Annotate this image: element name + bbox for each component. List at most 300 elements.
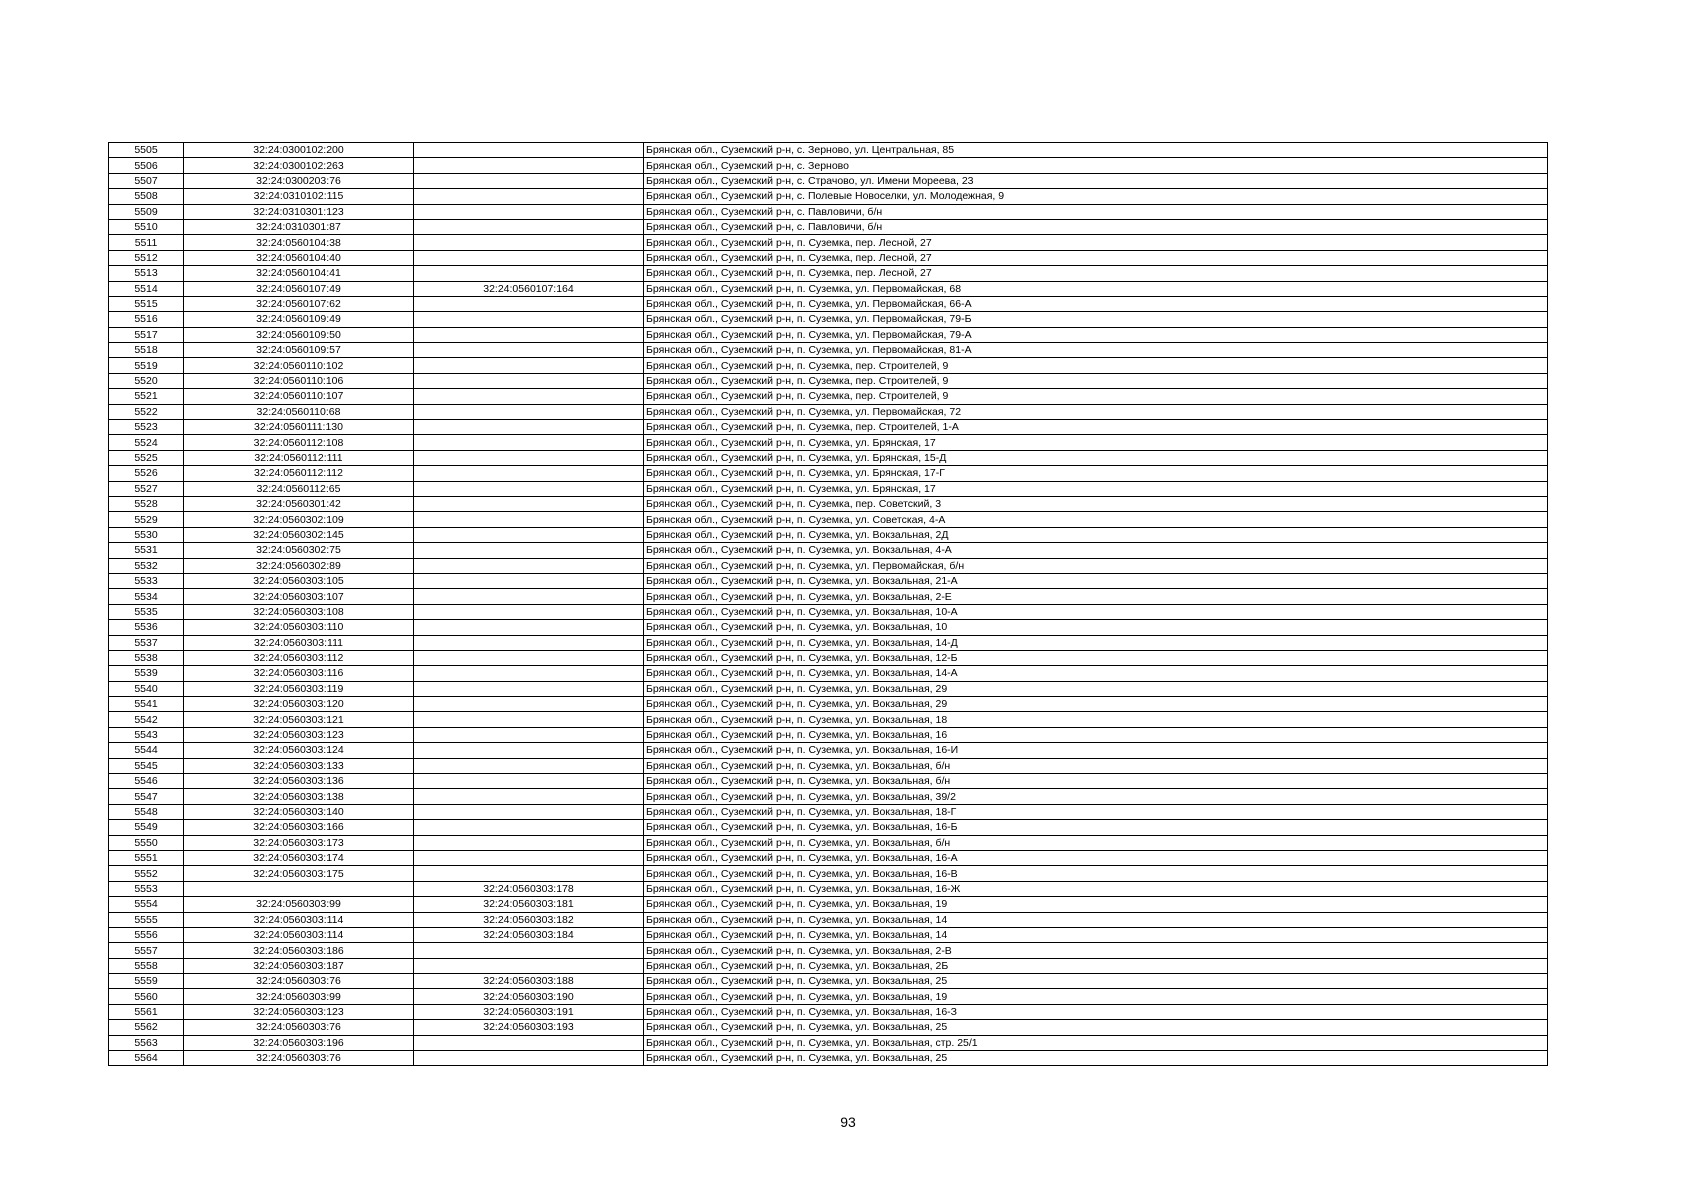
table-row xyxy=(109,466,1548,481)
related-cadastral-number-cell xyxy=(414,327,644,342)
table-row xyxy=(109,620,1548,635)
address-cell: Брянская обл., Суземский р-н, п. Суземка, ул. Вокзальная, 16-В xyxy=(644,866,1548,881)
row-number-cell: 5541 xyxy=(109,697,184,712)
address-cell: Брянская обл., Суземский р-н, п. Суземка, ул. Вокзальная, 16-А xyxy=(644,850,1548,865)
table-row xyxy=(109,204,1548,219)
related-cadastral-number-cell xyxy=(414,204,644,219)
related-cadastral-number-cell xyxy=(414,727,644,742)
table-row xyxy=(109,558,1548,573)
table-row xyxy=(109,1051,1548,1066)
table-row xyxy=(109,989,1548,1004)
address-cell: Брянская обл., Суземский р-н, п. Суземка, ул. Вокзальная, 39/2 xyxy=(644,789,1548,804)
cadastral-number-cell: 32:24:0310301:87 xyxy=(184,219,414,234)
cadastral-number-cell: 32:24:0560303:107 xyxy=(184,589,414,604)
row-number-cell: 5536 xyxy=(109,620,184,635)
cadastral-number-cell: 32:24:0560303:123 xyxy=(184,727,414,742)
address-cell: Брянская обл., Суземский р-н, п. Суземка, ул. Первомайская, б/н xyxy=(644,558,1548,573)
cadastral-number-cell: 32:24:0560303:123 xyxy=(184,1004,414,1019)
cadastral-number-cell xyxy=(184,881,414,896)
row-number-cell: 5557 xyxy=(109,943,184,958)
related-cadastral-number-cell xyxy=(414,158,644,173)
address-cell: Брянская обл., Суземский р-н, п. Суземка, ул. Вокзальная, 4-А xyxy=(644,543,1548,558)
table-row xyxy=(109,912,1548,927)
address-cell: Брянская обл., Суземский р-н, п. Суземка, ул. Первомайская, 81-А xyxy=(644,343,1548,358)
address-cell: Брянская обл., Суземский р-н, п. Суземка, пер. Лесной, 27 xyxy=(644,266,1548,281)
cadastral-number-cell: 32:24:0560303:136 xyxy=(184,774,414,789)
table-row xyxy=(109,281,1548,296)
address-cell: Брянская обл., Суземский р-н, с. Полевые Новоселки, ул. Молодежная, 9 xyxy=(644,189,1548,204)
cadastral-number-cell: 32:24:0560303:166 xyxy=(184,820,414,835)
cadastral-number-cell: 32:24:0560104:40 xyxy=(184,250,414,265)
cadastral-number-cell: 32:24:0560112:65 xyxy=(184,481,414,496)
cadastral-number-cell: 32:24:0560302:89 xyxy=(184,558,414,573)
table-row xyxy=(109,343,1548,358)
cadastral-number-cell: 32:24:0560110:68 xyxy=(184,404,414,419)
address-cell: Брянская обл., Суземский р-н, п. Суземка, ул. Вокзальная, 14 xyxy=(644,927,1548,942)
table-row xyxy=(109,820,1548,835)
row-number-cell: 5516 xyxy=(109,312,184,327)
related-cadastral-number-cell xyxy=(414,743,644,758)
cadastral-number-cell: 32:24:0560110:102 xyxy=(184,358,414,373)
table-row xyxy=(109,143,1548,158)
related-cadastral-number-cell xyxy=(414,943,644,958)
cadastral-number-cell: 32:24:0560301:42 xyxy=(184,496,414,511)
related-cadastral-number-cell xyxy=(414,666,644,681)
table-row xyxy=(109,958,1548,973)
related-cadastral-number-cell: 32:24:0560303:181 xyxy=(414,897,644,912)
table-row xyxy=(109,974,1548,989)
address-cell: Брянская обл., Суземский р-н, п. Суземка, ул. Вокзальная, 16-Б xyxy=(644,820,1548,835)
row-number-cell: 5507 xyxy=(109,173,184,188)
address-cell: Брянская обл., Суземский р-н, п. Суземка, ул. Вокзальная, 25 xyxy=(644,1051,1548,1066)
address-cell: Брянская обл., Суземский р-н, п. Суземка, ул. Первомайская, 66-А xyxy=(644,296,1548,311)
address-cell: Брянская обл., Суземский р-н, п. Суземка, ул. Вокзальная, 18-Г xyxy=(644,804,1548,819)
cadastral-number-cell: 32:24:0560303:173 xyxy=(184,835,414,850)
address-cell: Брянская обл., Суземский р-н, п. Суземка, ул. Вокзальная, 14-А xyxy=(644,666,1548,681)
cadastral-number-cell: 32:24:0560303:76 xyxy=(184,1051,414,1066)
row-number-cell: 5509 xyxy=(109,204,184,219)
table-row xyxy=(109,1004,1548,1019)
cadastral-number-cell: 32:24:0560303:76 xyxy=(184,1020,414,1035)
cadastral-number-cell: 32:24:0560303:116 xyxy=(184,666,414,681)
cadastral-number-cell: 32:24:0300102:200 xyxy=(184,143,414,158)
related-cadastral-number-cell xyxy=(414,404,644,419)
row-number-cell: 5505 xyxy=(109,143,184,158)
row-number-cell: 5538 xyxy=(109,650,184,665)
row-number-cell: 5517 xyxy=(109,327,184,342)
address-cell: Брянская обл., Суземский р-н, п. Суземка, ул. Вокзальная, 29 xyxy=(644,697,1548,712)
row-number-cell: 5527 xyxy=(109,481,184,496)
related-cadastral-number-cell xyxy=(414,373,644,388)
address-cell: Брянская обл., Суземский р-н, п. Суземка, ул. Вокзальная, б/н xyxy=(644,758,1548,773)
cadastral-number-cell: 32:24:0560107:62 xyxy=(184,296,414,311)
cadastral-number-cell: 32:24:0560303:133 xyxy=(184,758,414,773)
cadastral-number-cell: 32:24:0560302:109 xyxy=(184,512,414,527)
related-cadastral-number-cell xyxy=(414,235,644,250)
address-cell: Брянская обл., Суземский р-н, п. Суземка, ул. Вокзальная, 16 xyxy=(644,727,1548,742)
row-number-cell: 5537 xyxy=(109,635,184,650)
table-row xyxy=(109,420,1548,435)
registry-table xyxy=(108,142,1548,1066)
table-row xyxy=(109,296,1548,311)
table-row xyxy=(109,219,1548,234)
table-row xyxy=(109,189,1548,204)
table-row xyxy=(109,712,1548,727)
related-cadastral-number-cell: 32:24:0560303:184 xyxy=(414,927,644,942)
row-number-cell: 5550 xyxy=(109,835,184,850)
related-cadastral-number-cell xyxy=(414,389,644,404)
address-cell: Брянская обл., Суземский р-н, п. Суземка, пер. Строителей, 9 xyxy=(644,373,1548,388)
related-cadastral-number-cell: 32:24:0560303:188 xyxy=(414,974,644,989)
address-cell: Брянская обл., Суземский р-н, п. Суземка, пер. Советский, 3 xyxy=(644,496,1548,511)
row-number-cell: 5522 xyxy=(109,404,184,419)
address-cell: Брянская обл., Суземский р-н, п. Суземка, ул. Брянская, 17 xyxy=(644,435,1548,450)
address-cell: Брянская обл., Суземский р-н, п. Суземка, ул. Вокзальная, 16-Ж xyxy=(644,881,1548,896)
table-row xyxy=(109,173,1548,188)
related-cadastral-number-cell: 32:24:0560303:193 xyxy=(414,1020,644,1035)
cadastral-number-cell: 32:24:0560109:49 xyxy=(184,312,414,327)
row-number-cell: 5540 xyxy=(109,681,184,696)
table-row xyxy=(109,804,1548,819)
cadastral-number-cell: 32:24:0560303:124 xyxy=(184,743,414,758)
related-cadastral-number-cell: 32:24:0560303:182 xyxy=(414,912,644,927)
table-row xyxy=(109,850,1548,865)
table-row xyxy=(109,481,1548,496)
table-row xyxy=(109,158,1548,173)
table-row xyxy=(109,897,1548,912)
table-row xyxy=(109,373,1548,388)
address-cell: Брянская обл., Суземский р-н, п. Суземка, ул. Вокзальная, 2Д xyxy=(644,527,1548,542)
row-number-cell: 5548 xyxy=(109,804,184,819)
table-row xyxy=(109,389,1548,404)
cadastral-number-cell: 32:24:0310102:115 xyxy=(184,189,414,204)
cadastral-number-cell: 32:24:0300102:263 xyxy=(184,158,414,173)
table-row xyxy=(109,235,1548,250)
cadastral-number-cell: 32:24:0560303:121 xyxy=(184,712,414,727)
table-row xyxy=(109,604,1548,619)
row-number-cell: 5526 xyxy=(109,466,184,481)
row-number-cell: 5510 xyxy=(109,219,184,234)
related-cadastral-number-cell xyxy=(414,466,644,481)
row-number-cell: 5511 xyxy=(109,235,184,250)
cadastral-number-cell: 32:24:0300203:76 xyxy=(184,173,414,188)
address-cell: Брянская обл., Суземский р-н, п. Суземка, ул. Первомайская, 68 xyxy=(644,281,1548,296)
related-cadastral-number-cell xyxy=(414,681,644,696)
table-row xyxy=(109,666,1548,681)
address-cell: Брянская обл., Суземский р-н, п. Суземка, ул. Вокзальная, 2Б xyxy=(644,958,1548,973)
table-row xyxy=(109,758,1548,773)
cadastral-number-cell: 32:24:0560303:108 xyxy=(184,604,414,619)
related-cadastral-number-cell xyxy=(414,512,644,527)
related-cadastral-number-cell xyxy=(414,558,644,573)
row-number-cell: 5518 xyxy=(109,343,184,358)
address-cell: Брянская обл., Суземский р-н, п. Суземка, ул. Советская, 4-А xyxy=(644,512,1548,527)
row-number-cell: 5521 xyxy=(109,389,184,404)
address-cell: Брянская обл., Суземский р-н, п. Суземка, ул. Вокзальная, 12-Б xyxy=(644,650,1548,665)
row-number-cell: 5564 xyxy=(109,1051,184,1066)
related-cadastral-number-cell: 32:24:0560303:190 xyxy=(414,989,644,1004)
related-cadastral-number-cell xyxy=(414,604,644,619)
cadastral-number-cell: 32:24:0560112:108 xyxy=(184,435,414,450)
row-number-cell: 5560 xyxy=(109,989,184,1004)
cadastral-number-cell: 32:24:0560303:99 xyxy=(184,897,414,912)
row-number-cell: 5546 xyxy=(109,774,184,789)
cadastral-number-cell: 32:24:0560303:112 xyxy=(184,650,414,665)
cadastral-number-cell: 32:24:0560112:111 xyxy=(184,450,414,465)
row-number-cell: 5506 xyxy=(109,158,184,173)
cadastral-number-cell: 32:24:0560303:138 xyxy=(184,789,414,804)
table-row xyxy=(109,496,1548,511)
cadastral-number-cell: 32:24:0560303:140 xyxy=(184,804,414,819)
row-number-cell: 5514 xyxy=(109,281,184,296)
table-row xyxy=(109,774,1548,789)
address-cell: Брянская обл., Суземский р-н, п. Суземка, ул. Вокзальная, стр. 25/1 xyxy=(644,1035,1548,1050)
cadastral-number-cell: 32:24:0560107:49 xyxy=(184,281,414,296)
related-cadastral-number-cell xyxy=(414,189,644,204)
row-number-cell: 5559 xyxy=(109,974,184,989)
row-number-cell: 5525 xyxy=(109,450,184,465)
cadastral-number-cell: 32:24:0560109:50 xyxy=(184,327,414,342)
address-cell: Брянская обл., Суземский р-н, п. Суземка, ул. Вокзальная, 2-Е xyxy=(644,589,1548,604)
cadastral-number-cell: 32:24:0560303:120 xyxy=(184,697,414,712)
row-number-cell: 5520 xyxy=(109,373,184,388)
address-cell: Брянская обл., Суземский р-н, с. Павловичи, б/н xyxy=(644,204,1548,219)
row-number-cell: 5556 xyxy=(109,927,184,942)
related-cadastral-number-cell xyxy=(414,358,644,373)
cadastral-number-cell: 32:24:0560111:130 xyxy=(184,420,414,435)
address-cell: Брянская обл., Суземский р-н, п. Суземка, ул. Вокзальная, 29 xyxy=(644,681,1548,696)
related-cadastral-number-cell xyxy=(414,650,644,665)
table-row xyxy=(109,450,1548,465)
address-cell: Брянская обл., Суземский р-н, п. Суземка, ул. Вокзальная, 21-А xyxy=(644,573,1548,588)
related-cadastral-number-cell xyxy=(414,250,644,265)
table-row xyxy=(109,835,1548,850)
address-cell: Брянская обл., Суземский р-н, п. Суземка, ул. Первомайская, 79-Б xyxy=(644,312,1548,327)
related-cadastral-number-cell xyxy=(414,1051,644,1066)
address-cell: Брянская обл., Суземский р-н, п. Суземка, ул. Вокзальная, б/н xyxy=(644,774,1548,789)
related-cadastral-number-cell xyxy=(414,789,644,804)
related-cadastral-number-cell xyxy=(414,635,644,650)
table-row xyxy=(109,881,1548,896)
related-cadastral-number-cell xyxy=(414,496,644,511)
address-cell: Брянская обл., Суземский р-н, п. Суземка, ул. Вокзальная, 2-В xyxy=(644,943,1548,958)
related-cadastral-number-cell xyxy=(414,958,644,973)
row-number-cell: 5545 xyxy=(109,758,184,773)
cadastral-number-cell: 32:24:0560303:186 xyxy=(184,943,414,958)
related-cadastral-number-cell xyxy=(414,543,644,558)
table-row xyxy=(109,943,1548,958)
cadastral-number-cell: 32:24:0560303:110 xyxy=(184,620,414,635)
related-cadastral-number-cell xyxy=(414,850,644,865)
address-cell: Брянская обл., Суземский р-н, п. Суземка, ул. Брянская, 15-Д xyxy=(644,450,1548,465)
address-cell: Брянская обл., Суземский р-н, с. Зерново xyxy=(644,158,1548,173)
address-cell: Брянская обл., Суземский р-н, п. Суземка, ул. Вокзальная, 14-Д xyxy=(644,635,1548,650)
table-row xyxy=(109,1035,1548,1050)
table-row xyxy=(109,727,1548,742)
related-cadastral-number-cell xyxy=(414,758,644,773)
cadastral-number-cell: 32:24:0560303:174 xyxy=(184,850,414,865)
related-cadastral-number-cell xyxy=(414,173,644,188)
address-cell: Брянская обл., Суземский р-н, с. Зерново, ул. Центральная, 85 xyxy=(644,143,1548,158)
address-cell: Брянская обл., Суземский р-н, п. Суземка, ул. Первомайская, 79-А xyxy=(644,327,1548,342)
cadastral-number-cell: 32:24:0560112:112 xyxy=(184,466,414,481)
address-cell: Брянская обл., Суземский р-н, п. Суземка, ул. Вокзальная, 19 xyxy=(644,897,1548,912)
cadastral-number-cell: 32:24:0560303:111 xyxy=(184,635,414,650)
cadastral-number-cell: 32:24:0560109:57 xyxy=(184,343,414,358)
row-number-cell: 5562 xyxy=(109,1020,184,1035)
table-row xyxy=(109,589,1548,604)
related-cadastral-number-cell xyxy=(414,296,644,311)
address-cell: Брянская обл., Суземский р-н, п. Суземка, пер. Лесной, 27 xyxy=(644,235,1548,250)
table-row xyxy=(109,650,1548,665)
related-cadastral-number-cell xyxy=(414,420,644,435)
table-row xyxy=(109,1020,1548,1035)
address-cell: Брянская обл., Суземский р-н, п. Суземка, ул. Вокзальная, 16-И xyxy=(644,743,1548,758)
related-cadastral-number-cell xyxy=(414,435,644,450)
table-row xyxy=(109,543,1548,558)
related-cadastral-number-cell xyxy=(414,712,644,727)
row-number-cell: 5551 xyxy=(109,850,184,865)
table-row xyxy=(109,697,1548,712)
row-number-cell: 5535 xyxy=(109,604,184,619)
related-cadastral-number-cell xyxy=(414,866,644,881)
address-cell: Брянская обл., Суземский р-н, п. Суземка, ул. Вокзальная, б/н xyxy=(644,835,1548,850)
related-cadastral-number-cell xyxy=(414,481,644,496)
related-cadastral-number-cell xyxy=(414,266,644,281)
address-cell: Брянская обл., Суземский р-н, п. Суземка, пер. Строителей, 9 xyxy=(644,389,1548,404)
row-number-cell: 5523 xyxy=(109,420,184,435)
row-number-cell: 5515 xyxy=(109,296,184,311)
row-number-cell: 5539 xyxy=(109,666,184,681)
cadastral-number-cell: 32:24:0560302:145 xyxy=(184,527,414,542)
registry-table-body xyxy=(109,143,1548,1066)
row-number-cell: 5563 xyxy=(109,1035,184,1050)
page-number: 93 xyxy=(840,1114,856,1130)
address-cell: Брянская обл., Суземский р-н, п. Суземка, ул. Вокзальная, 18 xyxy=(644,712,1548,727)
related-cadastral-number-cell xyxy=(414,527,644,542)
address-cell: Брянская обл., Суземский р-н, п. Суземка, ул. Вокзальная, 25 xyxy=(644,1020,1548,1035)
table-row xyxy=(109,250,1548,265)
cadastral-number-cell: 32:24:0560303:114 xyxy=(184,912,414,927)
row-number-cell: 5554 xyxy=(109,897,184,912)
table-row xyxy=(109,327,1548,342)
table-row xyxy=(109,866,1548,881)
related-cadastral-number-cell xyxy=(414,219,644,234)
table-row xyxy=(109,635,1548,650)
row-number-cell: 5561 xyxy=(109,1004,184,1019)
address-cell: Брянская обл., Суземский р-н, п. Суземка, ул. Вокзальная, 25 xyxy=(644,974,1548,989)
row-number-cell: 5544 xyxy=(109,743,184,758)
cadastral-number-cell: 32:24:0310301:123 xyxy=(184,204,414,219)
address-cell: Брянская обл., Суземский р-н, с. Страчово, ул. Имени Мореева, 23 xyxy=(644,173,1548,188)
table-row xyxy=(109,358,1548,373)
related-cadastral-number-cell xyxy=(414,143,644,158)
table-row xyxy=(109,312,1548,327)
cadastral-number-cell: 32:24:0560303:196 xyxy=(184,1035,414,1050)
related-cadastral-number-cell xyxy=(414,774,644,789)
related-cadastral-number-cell xyxy=(414,312,644,327)
cadastral-number-cell: 32:24:0560303:119 xyxy=(184,681,414,696)
related-cadastral-number-cell: 32:24:0560107:164 xyxy=(414,281,644,296)
cadastral-number-cell: 32:24:0560303:76 xyxy=(184,974,414,989)
row-number-cell: 5524 xyxy=(109,435,184,450)
table-row xyxy=(109,527,1548,542)
cadastral-number-cell: 32:24:0560303:99 xyxy=(184,989,414,1004)
row-number-cell: 5529 xyxy=(109,512,184,527)
related-cadastral-number-cell xyxy=(414,620,644,635)
cadastral-number-cell: 32:24:0560303:114 xyxy=(184,927,414,942)
table-row xyxy=(109,743,1548,758)
related-cadastral-number-cell xyxy=(414,589,644,604)
row-number-cell: 5528 xyxy=(109,496,184,511)
table-row xyxy=(109,681,1548,696)
cadastral-number-cell: 32:24:0560303:105 xyxy=(184,573,414,588)
table-row xyxy=(109,789,1548,804)
address-cell: Брянская обл., Суземский р-н, п. Суземка, ул. Первомайская, 72 xyxy=(644,404,1548,419)
row-number-cell: 5547 xyxy=(109,789,184,804)
related-cadastral-number-cell xyxy=(414,343,644,358)
related-cadastral-number-cell xyxy=(414,804,644,819)
cadastral-number-cell: 32:24:0560303:175 xyxy=(184,866,414,881)
table-row xyxy=(109,927,1548,942)
related-cadastral-number-cell xyxy=(414,697,644,712)
row-number-cell: 5531 xyxy=(109,543,184,558)
row-number-cell: 5530 xyxy=(109,527,184,542)
table-row xyxy=(109,266,1548,281)
table-row xyxy=(109,404,1548,419)
cadastral-number-cell: 32:24:0560302:75 xyxy=(184,543,414,558)
row-number-cell: 5542 xyxy=(109,712,184,727)
row-number-cell: 5508 xyxy=(109,189,184,204)
row-number-cell: 5532 xyxy=(109,558,184,573)
row-number-cell: 5519 xyxy=(109,358,184,373)
address-cell: Брянская обл., Суземский р-н, п. Суземка, пер. Лесной, 27 xyxy=(644,250,1548,265)
row-number-cell: 5553 xyxy=(109,881,184,896)
address-cell: Брянская обл., Суземский р-н, п. Суземка, ул. Вокзальная, 10-А xyxy=(644,604,1548,619)
cadastral-number-cell: 32:24:0560303:187 xyxy=(184,958,414,973)
related-cadastral-number-cell xyxy=(414,820,644,835)
address-cell: Брянская обл., Суземский р-н, п. Суземка, ул. Брянская, 17-Г xyxy=(644,466,1548,481)
address-cell: Брянская обл., Суземский р-н, п. Суземка, ул. Вокзальная, 19 xyxy=(644,989,1548,1004)
address-cell: Брянская обл., Суземский р-н, п. Суземка, пер. Строителей, 9 xyxy=(644,358,1548,373)
table-row xyxy=(109,435,1548,450)
row-number-cell: 5512 xyxy=(109,250,184,265)
table-row xyxy=(109,512,1548,527)
address-cell: Брянская обл., Суземский р-н, п. Суземка, ул. Брянская, 17 xyxy=(644,481,1548,496)
row-number-cell: 5549 xyxy=(109,820,184,835)
related-cadastral-number-cell: 32:24:0560303:178 xyxy=(414,881,644,896)
address-cell: Брянская обл., Суземский р-н, п. Суземка, ул. Вокзальная, 10 xyxy=(644,620,1548,635)
cadastral-number-cell: 32:24:0560104:38 xyxy=(184,235,414,250)
row-number-cell: 5513 xyxy=(109,266,184,281)
related-cadastral-number-cell xyxy=(414,573,644,588)
cadastral-number-cell: 32:24:0560110:107 xyxy=(184,389,414,404)
related-cadastral-number-cell xyxy=(414,835,644,850)
row-number-cell: 5555 xyxy=(109,912,184,927)
cadastral-number-cell: 32:24:0560104:41 xyxy=(184,266,414,281)
related-cadastral-number-cell: 32:24:0560303:191 xyxy=(414,1004,644,1019)
table-row xyxy=(109,573,1548,588)
related-cadastral-number-cell xyxy=(414,450,644,465)
row-number-cell: 5558 xyxy=(109,958,184,973)
related-cadastral-number-cell xyxy=(414,1035,644,1050)
address-cell: Брянская обл., Суземский р-н, с. Павловичи, б/н xyxy=(644,219,1548,234)
address-cell: Брянская обл., Суземский р-н, п. Суземка, пер. Строителей, 1-А xyxy=(644,420,1548,435)
row-number-cell: 5533 xyxy=(109,573,184,588)
row-number-cell: 5534 xyxy=(109,589,184,604)
cadastral-number-cell: 32:24:0560110:106 xyxy=(184,373,414,388)
row-number-cell: 5552 xyxy=(109,866,184,881)
